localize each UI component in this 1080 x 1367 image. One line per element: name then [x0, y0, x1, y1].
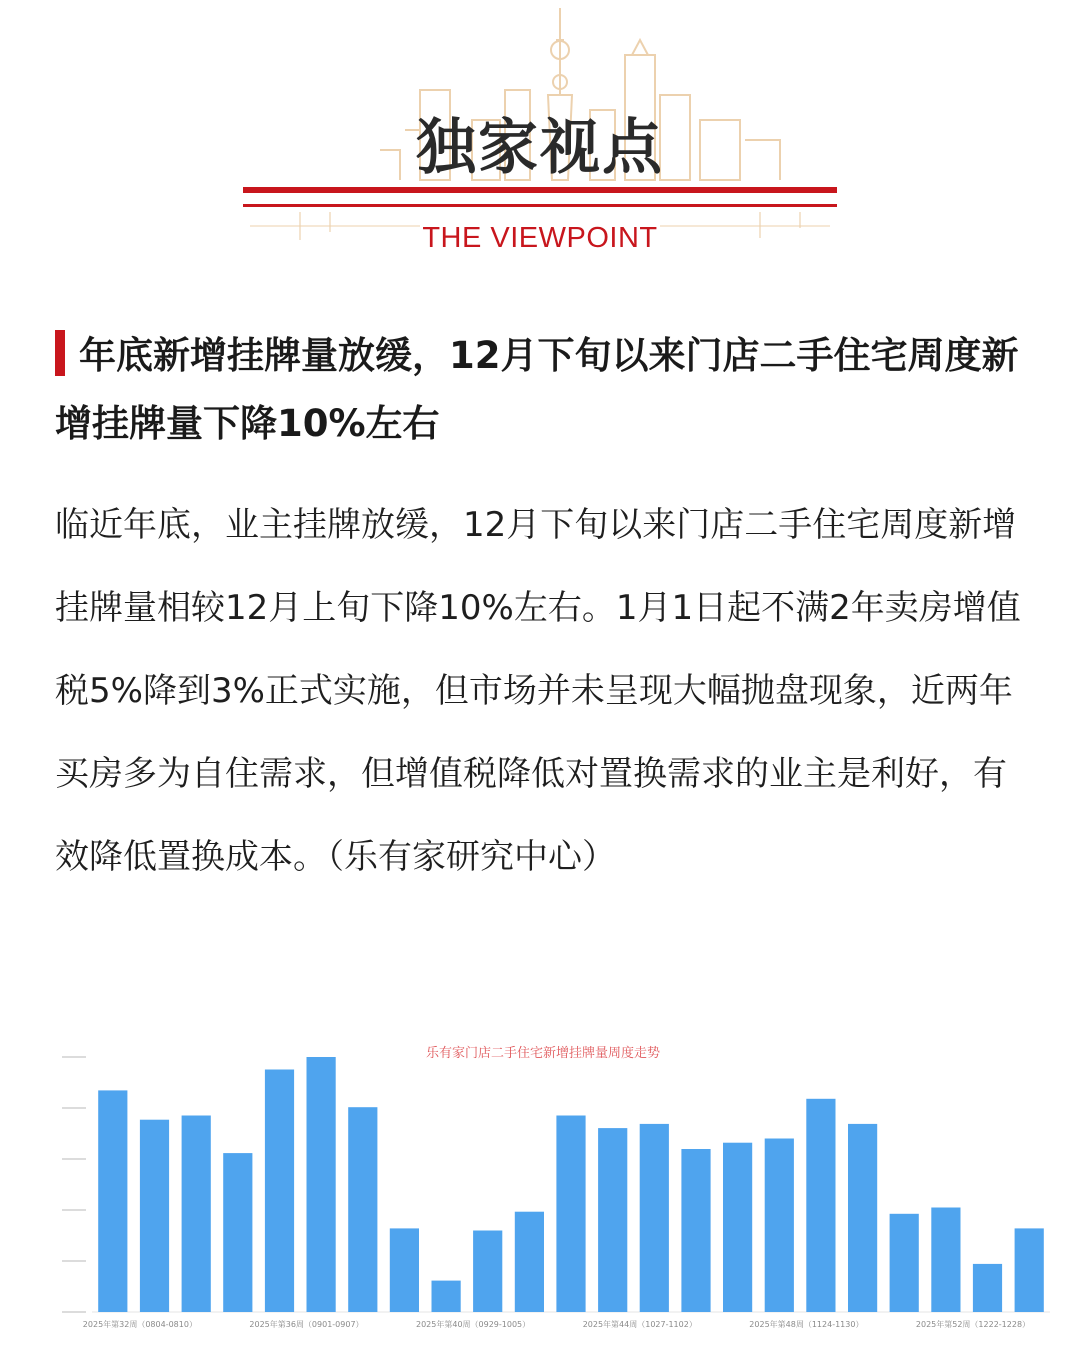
bar-8: [390, 1228, 419, 1312]
bar-21: [931, 1208, 960, 1313]
bar-22: [973, 1264, 1002, 1312]
header-banner: [0, 0, 1080, 280]
weekly-listing-bar-chart: [50, 1032, 1060, 1332]
article-heading: 年底新增挂牌量放缓，12月下旬以来门店二手住宅周度新增挂牌量下降10%左右: [55, 334, 1019, 445]
bar-20: [890, 1214, 919, 1312]
bar-series: [98, 1057, 1044, 1312]
bar-2: [140, 1120, 169, 1312]
bar-13: [598, 1128, 627, 1312]
bar-12: [556, 1116, 585, 1313]
bar-14: [640, 1124, 669, 1312]
x-tick-label: 2025年第40周（0929-1005）: [416, 1320, 531, 1329]
bar-3: [182, 1116, 211, 1313]
chart-title: 乐有家门店二手住宅新增挂牌量周度走势: [425, 1046, 661, 1061]
bar-4: [223, 1153, 252, 1312]
x-tick-label: 2025年第48周（1124-1130）: [749, 1320, 864, 1329]
bar-19: [848, 1124, 877, 1312]
bar-9: [432, 1281, 461, 1312]
x-tick-label: 2025年第52周（1222-1228）: [915, 1320, 1031, 1329]
bar-23: [1015, 1228, 1044, 1312]
bar-11: [515, 1212, 544, 1312]
bar-10: [473, 1231, 502, 1313]
x-tick-label: 2025年第32周（0804-0810）: [82, 1320, 197, 1329]
bar-6: [307, 1057, 336, 1312]
bar-1: [98, 1090, 127, 1312]
article-paragraph: 临近年底，业主挂牌放缓，12月下旬以来门店二手住宅周度新增挂牌量相较12月上旬下降10%左右。1月1日起不满2年卖房增值税5%降到3%正式实施，但市场并未呈现大幅抛盘现象，近两年买房多为自住需求，但增值税降低对置换需求的业主是利好，有效降低置换成本。（乐有家研究中心）: [55, 505, 1021, 877]
banner-title: 独家视点: [416, 113, 664, 183]
bar-18: [806, 1099, 835, 1312]
banner-rule-thin: [243, 204, 837, 207]
bar-5: [265, 1070, 294, 1313]
bar-16: [723, 1143, 752, 1312]
banner-subtitle: THE VIEWPOINT: [422, 222, 658, 254]
bar-17: [765, 1139, 794, 1313]
bar-15: [681, 1149, 710, 1312]
banner-rule-thick: [243, 187, 837, 193]
x-tick-label: 2025年第44周（1027-1102）: [582, 1320, 697, 1329]
x-tick-label: 2025年第36周（0901-0907）: [249, 1320, 364, 1329]
bar-7: [348, 1107, 377, 1312]
x-axis-tick-labels: [83, 1319, 1030, 1329]
